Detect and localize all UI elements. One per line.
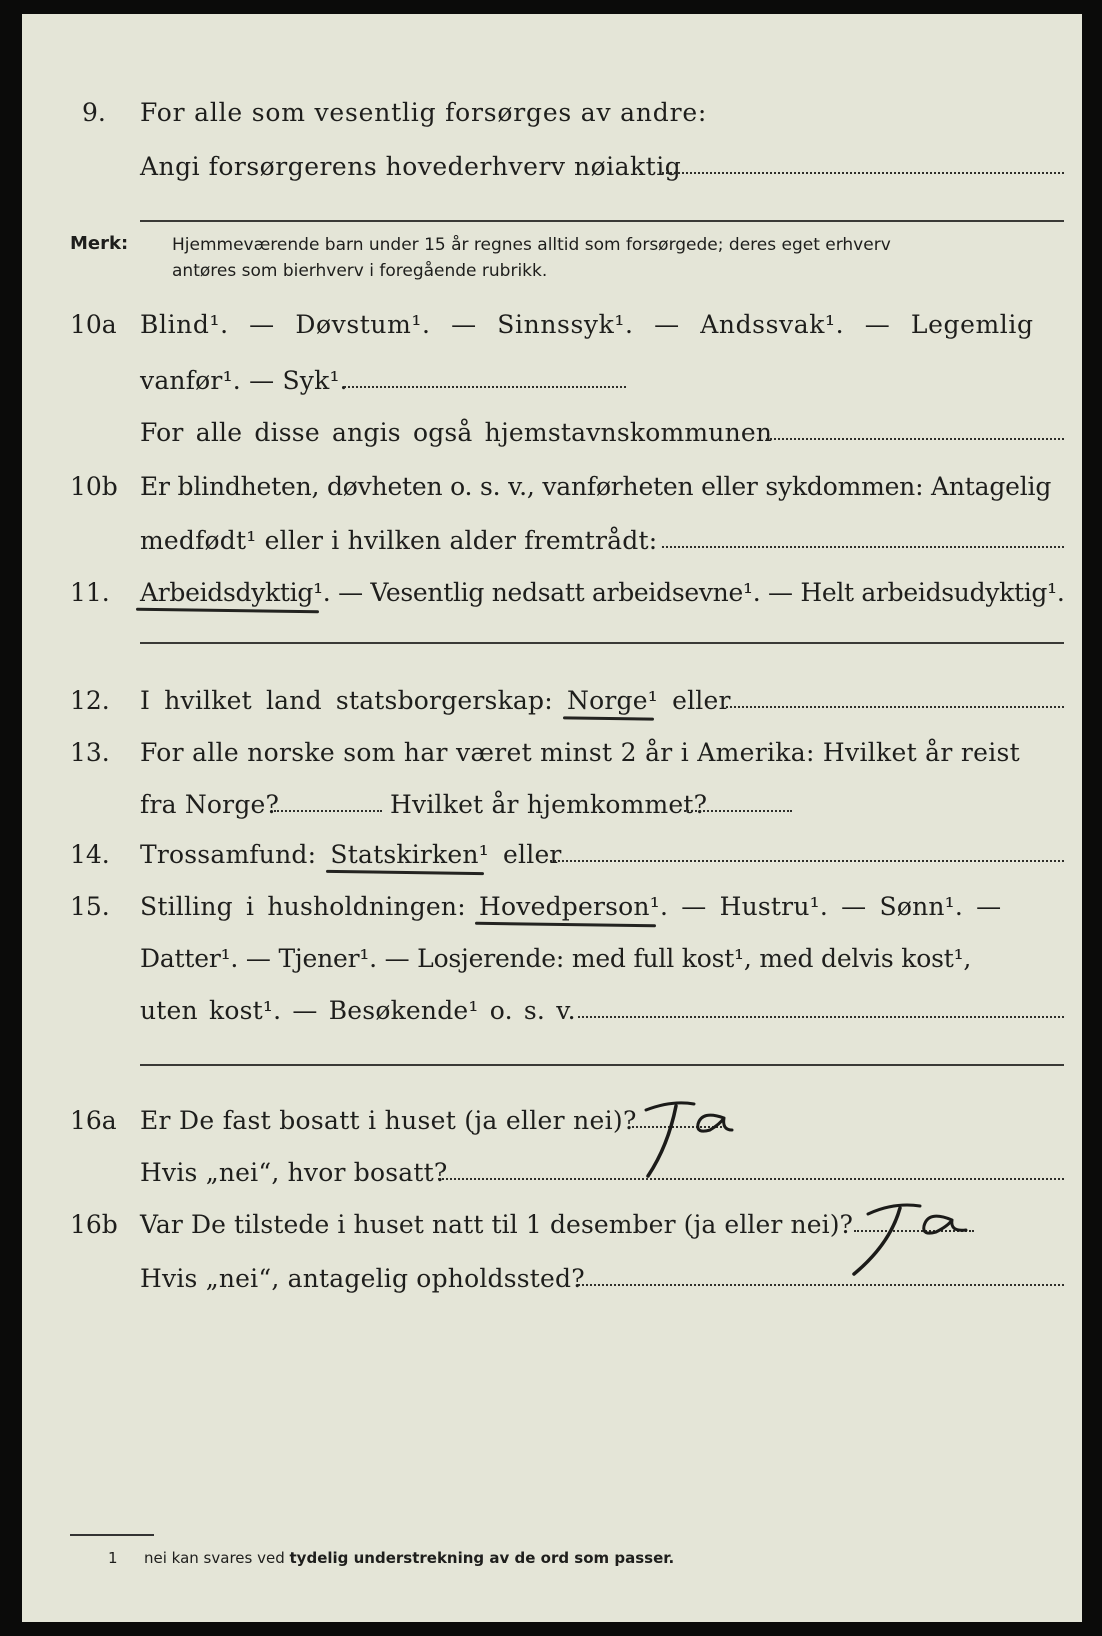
q11-arbeidsdyktig-underlined[interactable]: Arbeidsdyktig (140, 578, 314, 607)
q16a-handwritten-ja (632, 1096, 742, 1186)
q9-extra-line[interactable] (140, 220, 1064, 222)
q9-answer-line[interactable] (662, 172, 1064, 174)
q13-line1: For alle norske som har været minst 2 år i Amerika: Hvilket år reist (140, 738, 1021, 767)
q11-number: 11. (70, 578, 110, 607)
q9-line1: For alle som vesentlig forsørges av andre: (140, 98, 708, 127)
merk-line1: Hjemmeværende barn under 15 år regnes alltid som forsørgede; deres eget erhverv (172, 235, 891, 255)
q10b-number: 10b (70, 472, 118, 501)
q10b-line1: Er blindheten, døvheten o. s. v., vanførheten eller sykdommen: Antagelig (140, 472, 1052, 501)
q13-number: 13. (70, 738, 110, 767)
q10a-line3: For alle disse angis også hjemstavnskommunen (140, 418, 773, 447)
q11-rest: . — Vesentlig nedsatt arbeidsevne¹. — Helt arbeidsudyktig¹. (322, 578, 1065, 607)
q16a-bosatt-answer-line[interactable] (438, 1178, 1064, 1180)
q16a-number: 16a (70, 1106, 117, 1135)
q15-line1-rest: ¹. — Hustru¹. — Sønn¹. — (649, 892, 1002, 921)
q15-number: 15. (70, 892, 110, 921)
footnote-text (144, 1548, 674, 1568)
footnote-mark: 1 (108, 1549, 118, 1567)
q15-line2: Datter¹. — Tjener¹. — Losjerende: med full kost¹, med delvis kost¹, (140, 944, 972, 973)
q12-norge-underlined[interactable]: Norge (567, 686, 648, 715)
q12-number: 12. (70, 686, 110, 715)
q9-line2: Angi forsørgerens hovederhverv nøiaktig (140, 152, 682, 181)
q15-answer-line[interactable] (578, 1016, 1064, 1018)
q12-prefix: I hvilket land statsborgerskap: (140, 686, 553, 715)
q16b-number: 16b (70, 1210, 118, 1239)
q14-prefix: Trossamfund: (140, 840, 317, 869)
q10b-answer-line[interactable] (662, 546, 1064, 548)
footnote-text-plain: nei kan svares ved (144, 1549, 285, 1567)
q16b-handwritten-ja (844, 1200, 974, 1284)
q15-line3: uten kost¹. — Besøkende¹ o. s. v. (140, 996, 576, 1025)
q13-line2a: fra Norge? (140, 790, 280, 819)
q16a-line2: Hvis „nei“, hvor bosatt? (140, 1158, 448, 1187)
q15-prefix: Stilling i husholdningen: (140, 892, 466, 921)
q9-number: 9. (82, 98, 106, 127)
q14-number: 14. (70, 840, 110, 869)
q12-answer-line[interactable] (722, 706, 1064, 708)
footnote-rule (70, 1534, 154, 1536)
q12-line (140, 686, 731, 716)
q10a-number: 10a (70, 310, 117, 339)
q10a-hjemstavn-answer-line[interactable] (766, 438, 1064, 440)
q13-hjemkommet-answer-line[interactable] (684, 810, 792, 812)
q15-hovedperson-underlined[interactable]: Hovedperson (479, 892, 650, 921)
q16b-opholdssted-answer-line[interactable] (578, 1284, 1064, 1286)
q14-statskirken-underlined[interactable]: Statskirken (330, 840, 479, 869)
q10a-line1: Blind¹. — Døvstum¹. — Sinnssyk¹. — Andssvak¹. — Legemlig (140, 310, 1034, 339)
q10a-syk-answer-line[interactable] (344, 386, 626, 388)
q16b-line1: Var De tilstede i huset natt til 1 desember (ja eller nei)? (140, 1210, 854, 1239)
q11-line (140, 578, 1065, 608)
q15-line1 (140, 892, 1001, 922)
q13-reist-answer-line[interactable] (274, 810, 382, 812)
q10a-line2: vanfør¹. — Syk¹. (140, 366, 348, 395)
q15-extra-line[interactable] (140, 1064, 1064, 1066)
q12-suffix: ¹ eller (647, 686, 731, 715)
q14-answer-line[interactable] (550, 860, 1064, 862)
q14-line (140, 840, 562, 870)
footnote-text-bold: tydelig understrekning av de ord som passer. (289, 1549, 675, 1567)
merk-label: Merk: (70, 233, 129, 254)
q13-line2b: Hvilket år hjemkommet? (390, 790, 708, 819)
q10b-line2: medfødt¹ eller i hvilken alder fremtrådt: (140, 526, 658, 555)
q16b-line2: Hvis „nei“, antagelig opholdssted? (140, 1264, 585, 1293)
census-form-page (22, 14, 1082, 1622)
q16a-line1: Er De fast bosatt i huset (ja eller nei)? (140, 1106, 637, 1135)
q11-sup: ¹ (313, 578, 323, 607)
q14-suffix: ¹ eller (478, 840, 562, 869)
q11-answer-line[interactable] (140, 642, 1064, 644)
merk-line2: antøres som bierhverv i foregående rubrikk. (172, 261, 548, 281)
